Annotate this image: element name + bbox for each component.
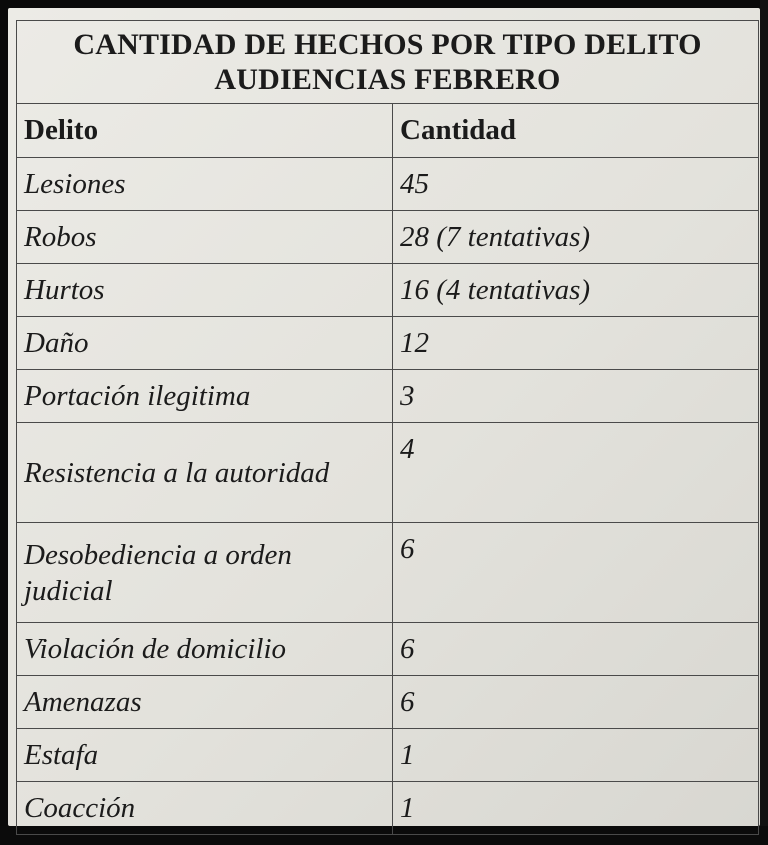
cell-delito: Portación ilegitima: [17, 370, 393, 423]
table-title-line-1: CANTIDAD DE HECHOS POR TIPO DELITO: [73, 28, 702, 61]
table-row: [17, 317, 759, 370]
cell-cantidad: 6: [393, 623, 759, 676]
table-row: [17, 523, 759, 623]
cell-cantidad: 16 (4 tentativas): [393, 264, 759, 317]
table-row: [17, 211, 759, 264]
photo-edge-right: [760, 0, 768, 826]
table-row: [17, 158, 759, 211]
table-row: [17, 729, 759, 782]
cell-delito: Violación de domicilio: [17, 623, 393, 676]
cell-delito: Daño: [17, 317, 393, 370]
cell-cantidad: 6: [393, 523, 759, 623]
crimes-table: [16, 20, 759, 835]
table-header-row: [17, 104, 759, 158]
table-row: [17, 676, 759, 729]
table-row: [17, 623, 759, 676]
cell-cantidad: 6: [393, 676, 759, 729]
cell-delito: Estafa: [17, 729, 393, 782]
table-title-row: [17, 21, 759, 104]
header-delito: Delito: [17, 104, 393, 158]
cell-delito: Hurtos: [17, 264, 393, 317]
cell-cantidad: 3: [393, 370, 759, 423]
cell-cantidad: 4: [393, 423, 759, 523]
cell-delito: Amenazas: [17, 676, 393, 729]
cell-cantidad: 28 (7 tentativas): [393, 211, 759, 264]
table-row: [17, 264, 759, 317]
table-title-line-2: AUDIENCIAS FEBRERO: [214, 63, 561, 96]
cell-cantidad: 1: [393, 782, 759, 835]
table-row: [17, 423, 759, 523]
cell-delito: Resistencia a la autoridad: [17, 423, 393, 523]
cell-delito: Desobediencia a orden judicial: [17, 523, 393, 623]
cell-cantidad: 45: [393, 158, 759, 211]
cell-delito: Lesiones: [17, 158, 393, 211]
header-cantidad: Cantidad: [393, 104, 759, 158]
cell-cantidad: 1: [393, 729, 759, 782]
cell-delito: Coacción: [17, 782, 393, 835]
cell-cantidad: 12: [393, 317, 759, 370]
cell-delito: Robos: [17, 211, 393, 264]
table-row: [17, 782, 759, 835]
table-title: [17, 21, 759, 104]
table-row: [17, 370, 759, 423]
